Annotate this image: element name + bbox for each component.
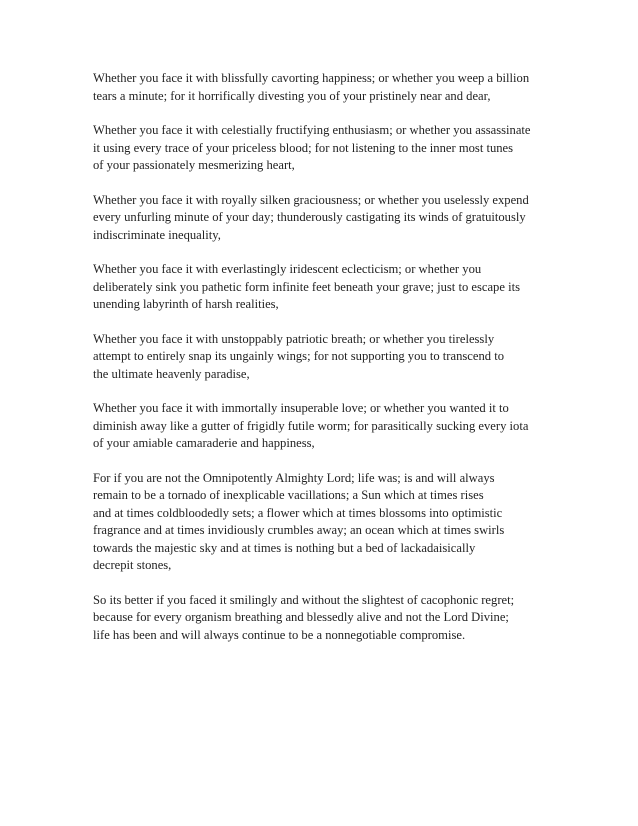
text-line: remain to be a tornado of inexplicable vacillations; a Sun which at times rises — [93, 488, 484, 502]
text-line: the ultimate heavenly paradise, — [93, 366, 250, 381]
text-line: indiscriminate inequality, — [93, 227, 221, 242]
text-line: deliberately sink you pathetic form infinite feet beneath your grave; just to escape its — [93, 279, 520, 294]
stanza-7 — [93, 470, 563, 575]
stanza-5 — [93, 331, 563, 384]
text-line: fragrance and at times invidiously crumbles away; an ocean which at times swirls — [93, 523, 505, 537]
stanza-2 — [93, 122, 563, 175]
stanza-4 — [93, 261, 563, 314]
text-line: Whether you face it with blissfully cavorting happiness; or whether you weep a billion — [93, 71, 530, 85]
text-line: because for every organism breathing and blessedly alive and not the Lord Divine; — [93, 610, 509, 624]
text-line: unending labyrinth of harsh realities, — [93, 297, 279, 311]
text-line: diminish away like a gutter of frigidly futile worm; for parasitically sucking every iota — [93, 418, 529, 433]
stanza-1 — [93, 70, 563, 105]
text-line: For if you are not the Omnipotently Almighty Lord; life was; is and will always — [93, 470, 495, 485]
text-line: So its better if you faced it smilingly and without the slightest of cacophonic regret; — [93, 592, 515, 607]
text-line: of your amiable camaraderie and happiness, — [93, 436, 315, 450]
text-line: Whether you face it with celestially fructifying enthusiasm; or whether you assassinate — [93, 123, 531, 137]
stanza-6 — [93, 400, 563, 453]
text-line: towards the majestic sky and at times is nothing but a bed of lackadaisically — [93, 540, 476, 555]
text-line: attempt to entirely snap its ungainly wings; for not supporting you to transcend to — [93, 349, 504, 363]
text-line: Whether you face it with immortally insuperable love; or whether you wanted it to — [93, 401, 509, 415]
text-line: decrepit stones, — [93, 558, 172, 572]
text-line: Whether you face it with everlastingly iridescent eclecticism; or whether you — [93, 262, 482, 276]
text-line: it using every trace of your priceless blood; for not listening to the inner most tunes — [93, 140, 514, 155]
text-line: tears a minute; for it horrifically divesting you of your pristinely near and dear, — [93, 88, 491, 103]
stanza-8 — [93, 592, 563, 645]
stanza-3 — [93, 192, 563, 245]
text-line: every unfurling minute of your day; thunderously castigating its winds of gratuitously — [93, 210, 526, 224]
text-line: of your passionately mesmerizing heart, — [93, 158, 295, 172]
text-line: Whether you face it with unstoppably patriotic breath; or whether you tirelessly — [93, 331, 495, 346]
poem-body — [93, 70, 563, 661]
text-line: Whether you face it with royally silken graciousness; or whether you uselessly expend — [93, 192, 529, 207]
text-line: and at times coldbloodedly sets; a flower which at times blossoms into optimistic — [93, 505, 503, 520]
text-line: life has been and will always continue to be a nonnegotiable compromise. — [93, 627, 466, 642]
